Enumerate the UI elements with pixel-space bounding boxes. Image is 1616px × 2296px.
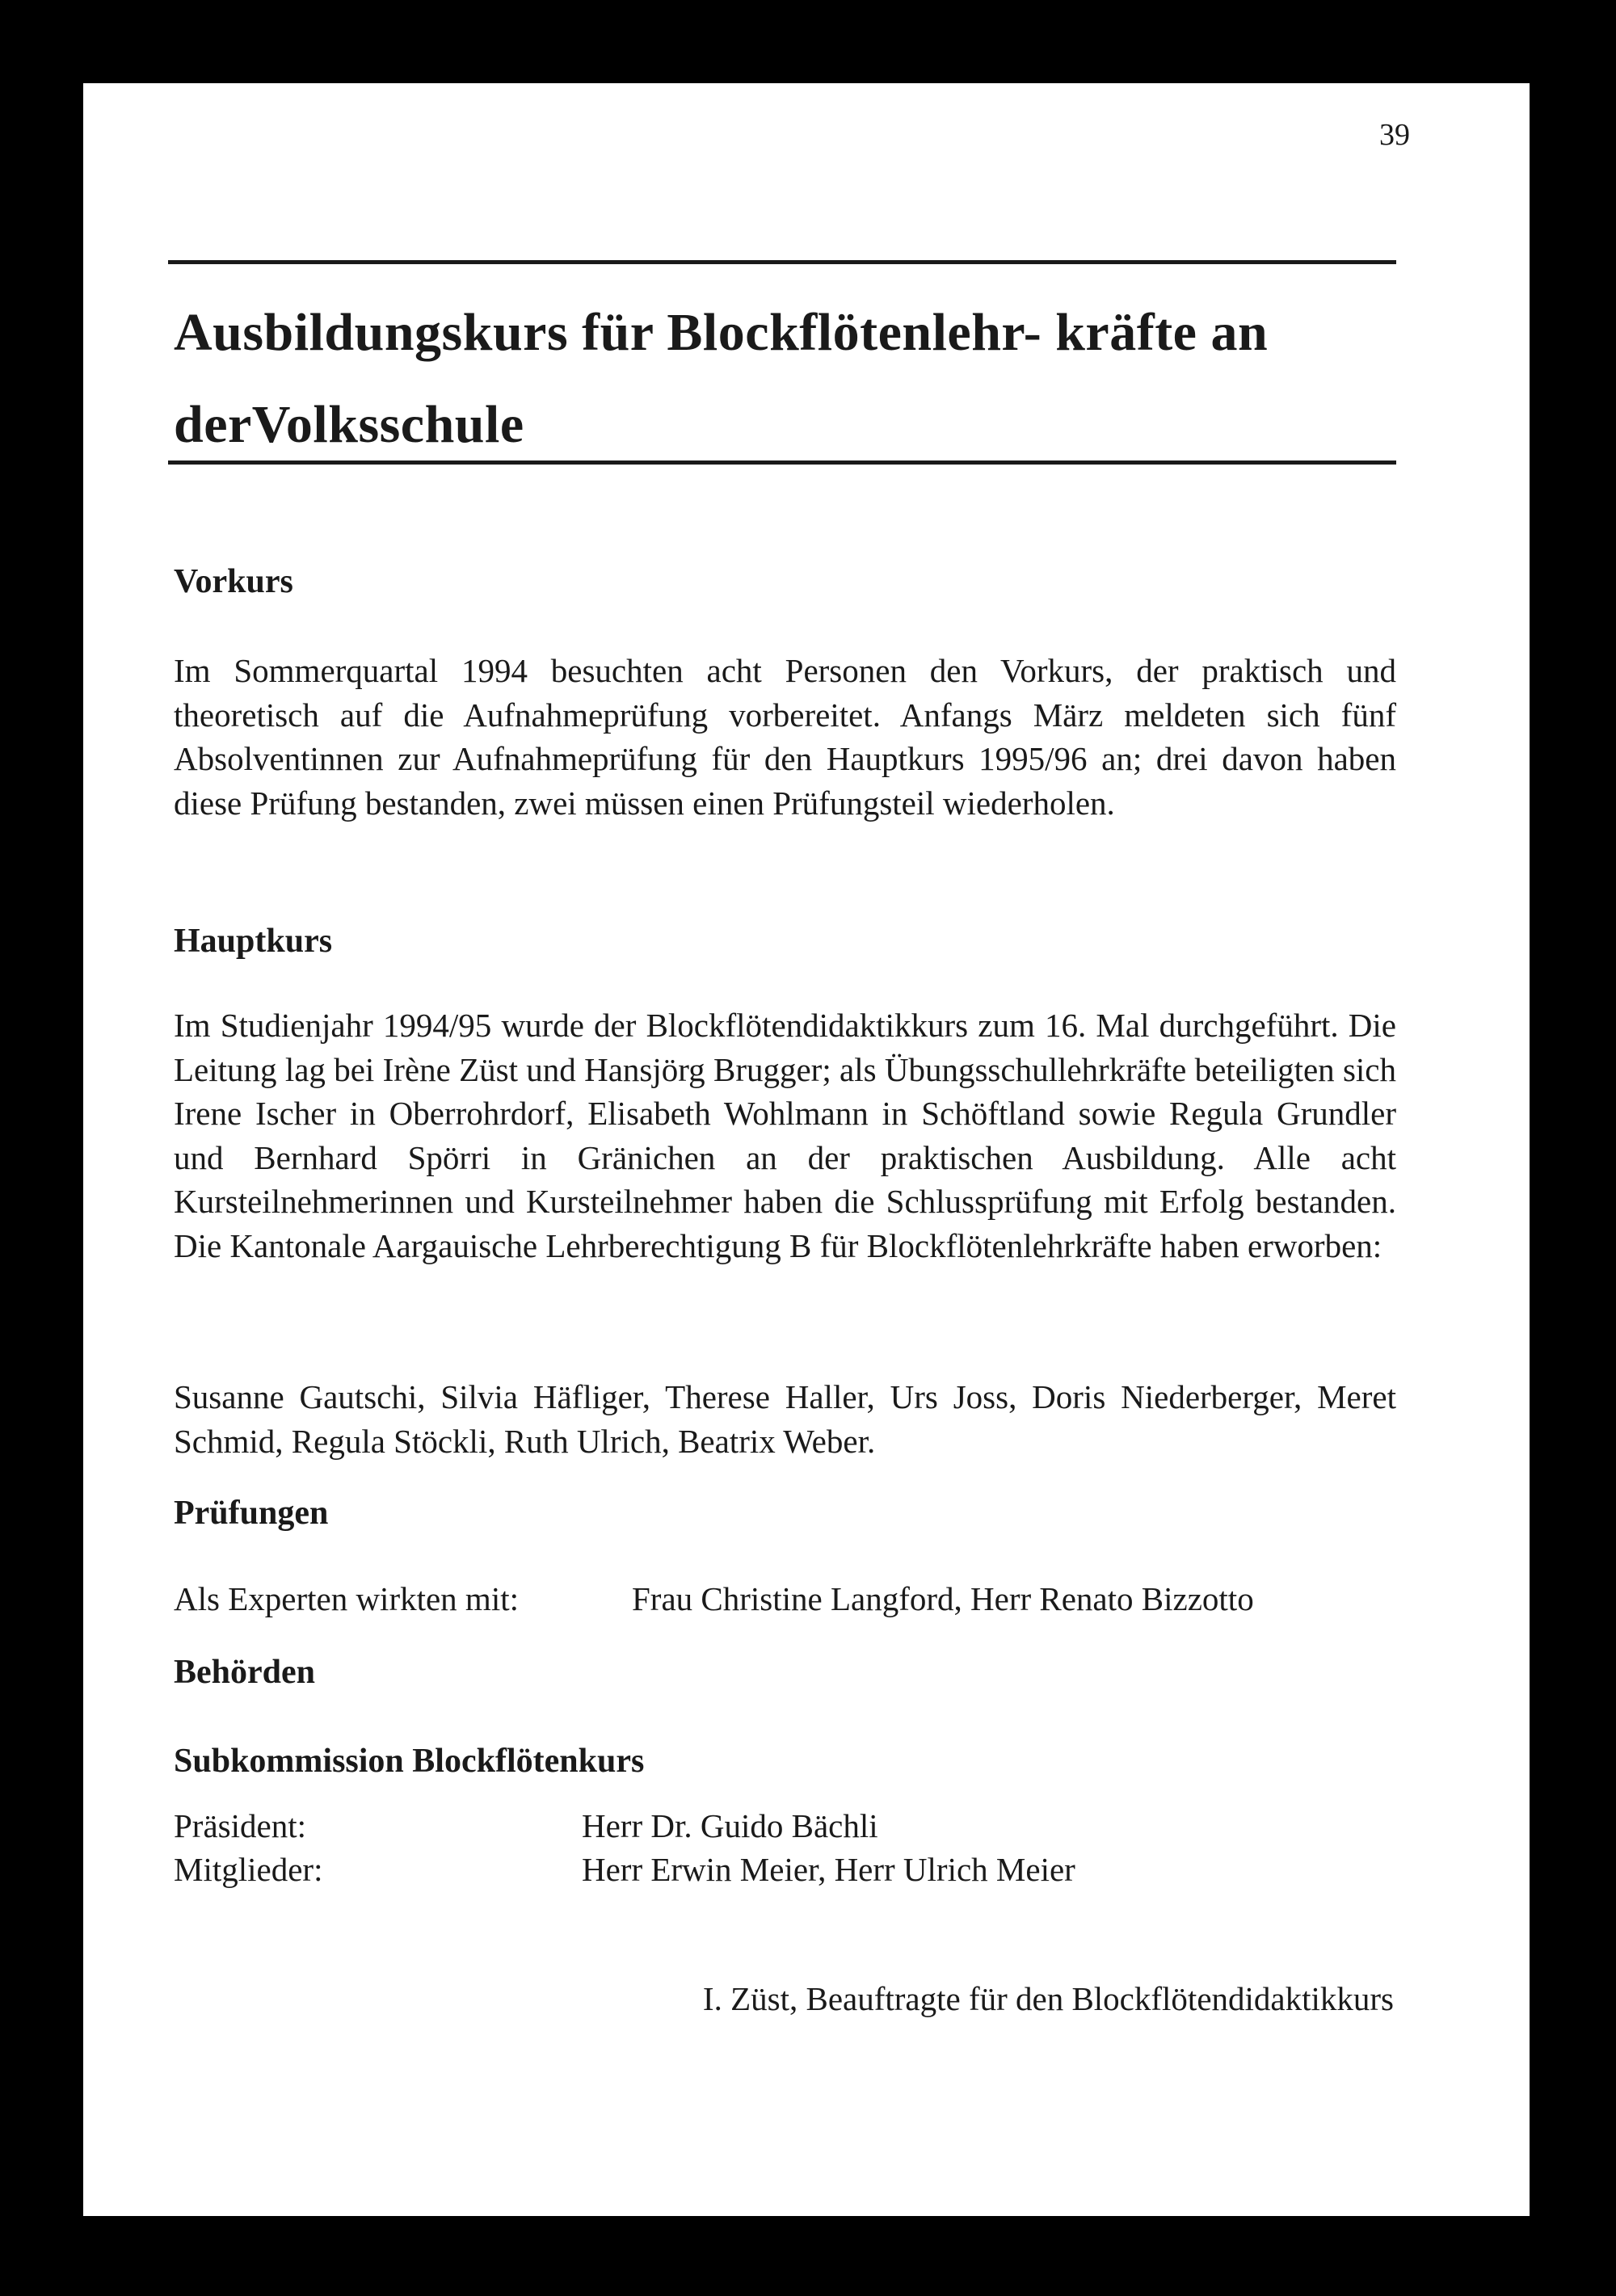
praesident-value: Herr Dr. Guido Bächli <box>582 1807 878 1844</box>
heading-hauptkurs: Hauptkurs <box>174 923 333 960</box>
experts-label: Als Experten wirkten mit: <box>174 1580 519 1617</box>
paragraph-vorkurs: Im Sommerquartal 1994 besuchten acht Personen den Vorkurs, der praktisch und theoretisch auf die Aufnahmeprüfung vorbereitet. Anfangs März meldeten sich fünf Absolventinnen zur Aufnahmeprüfung für den Hauptkurs 1995/96 an; drei davon haben diese Prüfung bestanden, zwei müssen einen Prüfungsteil wiederholen. <box>174 652 1396 822</box>
page-title: Ausbildungskurs für Blockflötenlehr- kräfte an derVolksschule <box>174 303 1269 454</box>
subheading-subkommission: Subkommission Blockflötenkurs <box>174 1743 645 1780</box>
page-number: 39 <box>1379 118 1410 152</box>
mitglieder-value: Herr Erwin Meier, Herr Ulrich Meier <box>582 1851 1075 1888</box>
praesident-label: Präsident: <box>174 1807 306 1844</box>
signature: I. Züst, Beauftragte für den Blockflötendidaktikkurs <box>702 1980 1394 2017</box>
paragraph-names: Susanne Gautschi, Silvia Häfliger, Therese Haller, Urs Joss, Doris Niederberger, Meret Schmid, Regula Stöckli, Ruth Ulrich, Beatrix Weber. <box>174 1378 1396 1460</box>
heading-vorkurs: Vorkurs <box>174 563 293 600</box>
experts-value: Frau Christine Langford, Herr Renato Bizzotto <box>632 1580 1254 1617</box>
heading-behoerden: Behörden <box>174 1654 316 1691</box>
title-rule-top <box>168 260 1396 264</box>
paragraph-hauptkurs: Im Studienjahr 1994/95 wurde der Blockflötendidaktikkurs zum 16. Mal durchgeführt. Die Leitung lag bei Irène Züst und Hansjörg Brugger; als Übungsschullehrkräfte beteiligten sich Irene Ischer in Oberrohrdorf, Elisabeth Wohlmann in Schöftland sowie Regula Grundler und Bernhard Spörri in Gränichen an der praktischen Ausbildung. Alle acht Kursteilnehmerinnen und Kursteilnehmer haben die Schlussprüfung mit Erfolg bestanden. Die Kantonale Aargauische Lehrberechtigung B für Blockflötenlehrkräfte haben erworben: <box>174 1007 1396 1264</box>
title-rule-bottom <box>168 460 1396 465</box>
heading-pruefungen: Prüfungen <box>174 1495 329 1532</box>
mitglieder-label: Mitglieder: <box>174 1851 323 1888</box>
